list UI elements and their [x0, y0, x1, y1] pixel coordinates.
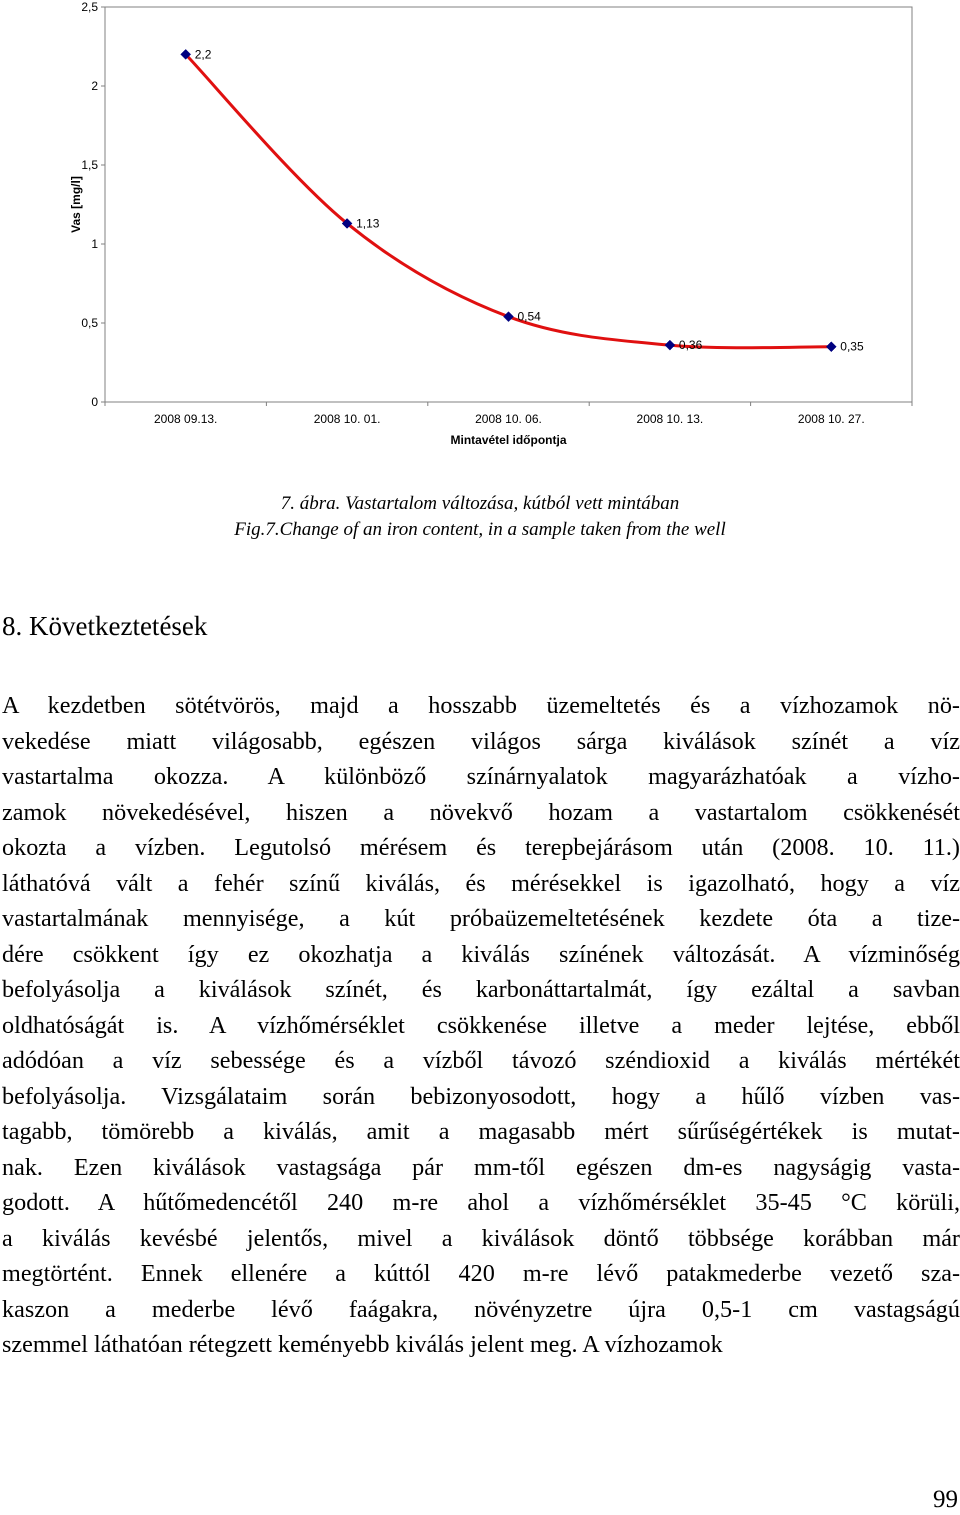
body-text-line: kaszon a mederbe lévő faágakra, növényzetre újra 0,5-1 cm vastagságú [2, 1295, 960, 1323]
y-tick-label: 2,5 [81, 0, 98, 14]
data-label: 0,35 [840, 339, 864, 354]
body-text-line: megtörtént. Ennek ellenére a kúttól 420 m-re lévő patakmederbe vezető sza- [2, 1260, 960, 1287]
body-text-line: oldhatóságát is. A vízhőmérséklet csökkenése illetve a meder lejtése, ebből [2, 1011, 960, 1039]
x-tick-label: 2008 10. 27. [797, 412, 865, 426]
data-label: 2,2 [194, 47, 212, 62]
body-text-line: okozta a vízben. Legutolsó mérésem és terepbejárásom után (2008. 10. 11.) [2, 834, 960, 861]
x-tick-label: 2008 10. 06. [475, 412, 542, 426]
data-label: 1,13 [356, 216, 380, 231]
body-text-line: láthatóvá vált a fehér színű kiválás, és mérésekkel is igazolható, hogy a víz [2, 869, 960, 897]
page-number: 99 [933, 1486, 958, 1513]
y-tick-label: 1,5 [81, 158, 98, 172]
y-tick-label: 0 [91, 395, 98, 409]
body-text-line: nak. Ezen kiválások vastagsága pár mm-től egészen dm-es nagyságig vasta- [2, 1153, 960, 1181]
figure-caption-hungarian: 7. ábra. Vastartalom változása, kútból vett mintában [280, 493, 680, 514]
body-text-line: befolyásolja a kiválások színét, és karbonáttartalmát, így ezáltal a savban [2, 976, 960, 1003]
y-tick-label: 0,5 [81, 316, 98, 330]
x-axis-title: Mintavétel időpontja [450, 433, 567, 447]
body-text-line: vastartalma okozza. A különböző színárnyalatok magyarázhatóak a vízho- [2, 763, 960, 790]
section-body-paragraph [2, 688, 960, 1363]
body-text-line: zamok növekedésével, hiszen a növekvő hozam a vastartalom csökkenését [2, 798, 960, 826]
body-text-line: dére csökkent így ez okozhatja a kiválás színének változását. A vízminőség [2, 940, 960, 968]
plot-area-frame [105, 7, 912, 402]
data-label: 0,54 [517, 309, 541, 324]
data-point-marker [665, 340, 675, 350]
x-tick-label: 2008 10. 01. [313, 412, 381, 426]
y-tick-label: 1 [91, 237, 98, 251]
body-text-line: godott. A hűtőmedencétől 240 m-re ahol a vízhőmérséklet 35-45 °C körüli, [2, 1189, 960, 1216]
x-tick-label: 2008 10. 13. [636, 412, 704, 426]
series-line [186, 54, 832, 347]
section-heading: 8. Következtetések [2, 611, 208, 641]
chart-svg [0, 0, 960, 460]
body-text-line: tagabb, tömörebb a kiválás, amit a magasabb mért sűrűségértékek is mutat- [2, 1118, 960, 1145]
figure-caption-english: Fig.7.Change of an iron content, in a sample taken from the well [234, 519, 726, 540]
iron-content-chart [0, 0, 960, 460]
y-axis-title: Vas [mg/l] [69, 176, 83, 233]
body-text-line: vastartalmának mennyisége, a kút próbaüzemeltetésének kezdete óta a tize- [2, 905, 960, 932]
data-point-marker [504, 312, 514, 322]
body-text-line: vekedése miatt világosabb, egészen világos sárga kiválások színét a víz [2, 727, 960, 755]
y-tick-label: 2 [91, 79, 98, 93]
body-text-line: a kiválás kevésbé jelentős, mivel a kiválások döntő többsége korábban már [2, 1224, 960, 1252]
x-tick-label: 2008 09.13. [153, 412, 218, 426]
body-text-line: befolyásolja. Vizsgálataim során bebizonyosodott, hogy a hűlő vízben vas- [2, 1082, 960, 1110]
body-text-line: adódóan a víz sebessége és a vízből távozó széndioxid a kiválás mértékét [2, 1047, 960, 1074]
data-point-marker [826, 342, 836, 352]
body-text-line: A kezdetben sötétvörös, majd a hosszabb üzemeltetés és a vízhozamok nö- [2, 692, 960, 719]
data-label: 0,36 [678, 338, 703, 353]
body-text-line: szemmel láthatóan rétegzett keményebb kiválás jelent meg. A vízhozamok [2, 1331, 723, 1358]
